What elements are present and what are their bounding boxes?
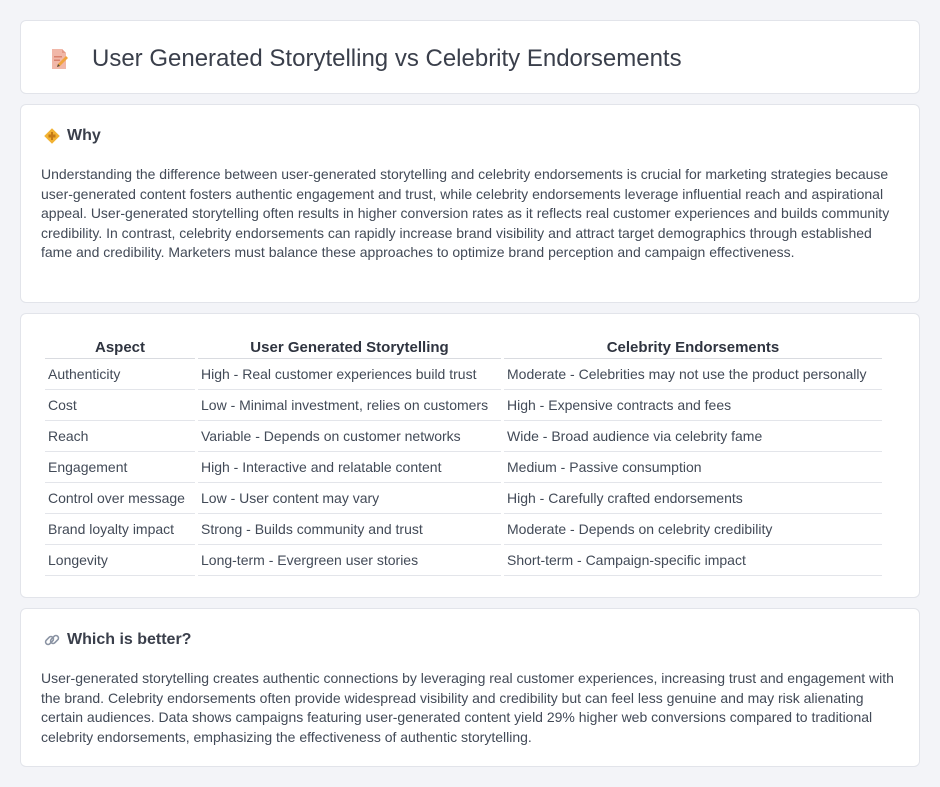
which-is-better-section: [20, 608, 920, 767]
why-header: [43, 127, 101, 145]
link-icon: [43, 631, 61, 649]
which-is-better-title: Which is better?: [67, 631, 192, 648]
table-row: [45, 421, 882, 452]
user-generated-cell: Strong - Builds community and trust: [198, 514, 501, 545]
diamond-sign-icon: [43, 127, 61, 145]
header-celebrity: Celebrity Endorsements: [504, 336, 882, 359]
comparison-table: [42, 336, 885, 576]
user-generated-cell: Variable - Depends on customer networks: [198, 421, 501, 452]
aspect-cell: Control over message: [45, 483, 195, 514]
table-row: [45, 483, 882, 514]
table-header-row: [45, 336, 882, 359]
celebrity-cell: Moderate - Depends on celebrity credibility: [504, 514, 882, 545]
which-is-better-text: User-generated storytelling creates authentic connections by leveraging real customer experiences, increasing trust and engagement with the brand. Celebrity endorsements often provide widespread visibility and credibility but can feel less genuine and may risk alienating certain audiences. Data shows campaigns featuring user-generated content yield 29% higher web conversions compared to traditional celebrity endorsements, emphasizing the effectiveness of authentic storytelling.: [41, 670, 894, 745]
aspect-cell: Cost: [45, 390, 195, 421]
which-is-better-header: [43, 631, 191, 649]
header-user-generated: User Generated Storytelling: [198, 336, 501, 359]
comparison-section: [20, 313, 920, 598]
aspect-cell: Brand loyalty impact: [45, 514, 195, 545]
aspect-cell: Longevity: [45, 545, 195, 576]
table-row: [45, 390, 882, 421]
user-generated-cell: Long-term - Evergreen user stories: [198, 545, 501, 576]
celebrity-cell: High - Carefully crafted endorsements: [504, 483, 882, 514]
table-row: [45, 545, 882, 576]
document-edit-icon: [47, 47, 71, 71]
table-row: [45, 514, 882, 545]
user-generated-cell: High - Interactive and relatable content: [198, 452, 501, 483]
celebrity-cell: Wide - Broad audience via celebrity fame: [504, 421, 882, 452]
celebrity-cell: Short-term - Campaign-specific impact: [504, 545, 882, 576]
user-generated-cell: High - Real customer experiences build trust: [198, 359, 501, 390]
why-text: Understanding the difference between user-generated storytelling and celebrity endorsements is crucial for marketing strategies because user-generated content fosters authentic engagement and trust, while celebrity endorsements leverage influential reach and aspirational appeal. User-generated storytelling often results in higher conversion rates as it reflects real customer experiences and builds community credibility. In contrast, celebrity endorsements can rapidly increase brand visibility and attract target demographics through established fame and credibility. Marketers must balance these approaches to optimize brand perception and campaign effectiveness.: [41, 166, 890, 260]
why-section: [20, 104, 920, 303]
header-card: [20, 20, 920, 94]
user-generated-cell: Low - Minimal investment, relies on customers: [198, 390, 501, 421]
celebrity-cell: Medium - Passive consumption: [504, 452, 882, 483]
table-row: [45, 359, 882, 390]
celebrity-cell: High - Expensive contracts and fees: [504, 390, 882, 421]
aspect-cell: Authenticity: [45, 359, 195, 390]
celebrity-cell: Moderate - Celebrities may not use the product personally: [504, 359, 882, 390]
aspect-cell: Reach: [45, 421, 195, 452]
page-title: User Generated Storytelling vs Celebrity Endorsements: [92, 45, 682, 72]
why-title: Why: [67, 127, 101, 144]
header-aspect: Aspect: [45, 336, 195, 359]
aspect-cell: Engagement: [45, 452, 195, 483]
table-row: [45, 452, 882, 483]
user-generated-cell: Low - User content may vary: [198, 483, 501, 514]
